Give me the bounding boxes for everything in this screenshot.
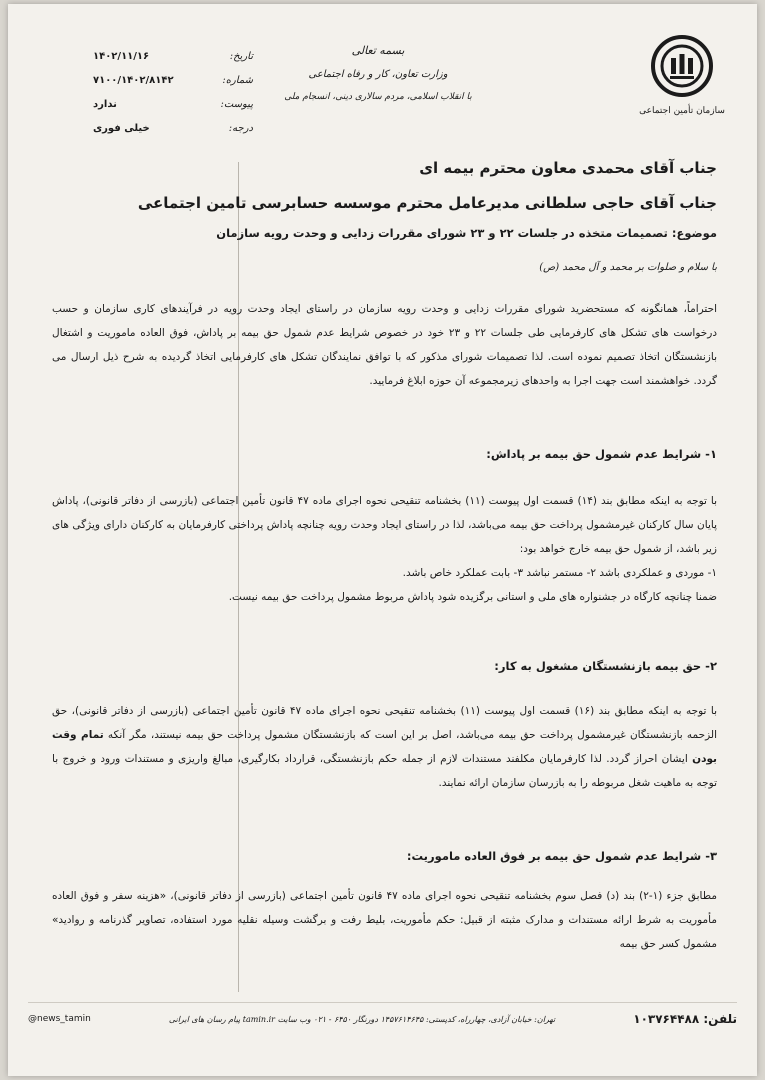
meta-number: شماره: ۷۱۰۰/۱۴۰۲/۸۱۴۲ — [93, 74, 253, 86]
section-1-body — [52, 489, 717, 609]
letter-page — [8, 4, 757, 1076]
section-1-paragraph: با توجه به اینکه مطابق بند (۱۴) قسمت اول پیوست (۱۱) بخشنامه تنقیحی نحوه اجرای ماده ۴۷ قانون تأمین اجتماعی (بازرسی از دفاتر قانونی)، پاداش پایان سال کارکنان غیرمشمول پرداخت حق بیمه می‌باشد، لذا در راستای ایجاد وحدت رویه چنانچه پاداش پرداختی کارفرمایان به کارکنان دارای ویژگی های زیر باشد، از شمول حق بیمه خارج خواهد بود: — [52, 495, 718, 555]
org-logo-block — [637, 34, 727, 116]
section-2-title: ۲- حق بیمه بازنشستگان مشغول به کار: — [494, 659, 717, 673]
meta-date: تاریخ: ۱۴۰۲/۱۱/۱۶ — [93, 50, 253, 62]
addressee-2: جناب آقای حاجی سلطانی مدیرعامل محترم موسسه حسابرسی تامین اجتماعی — [137, 194, 717, 212]
footer-social: @news_tamin — [28, 1014, 91, 1024]
section-2-text-b: ایشان احراز گردد. لذا کارفرمایان مکلفند مستندات لازم از جمله حکم بازنشستگی، قرارداد بکارگیری، مبالغ واریزی و مستندات ورود و خروج با توجه به ماهیت شغل مربوطه را به بازرسان سازمان ارائه نمایند. — [52, 753, 717, 789]
letter-meta — [93, 44, 253, 140]
letter-footer — [28, 1002, 737, 1031]
meta-attachment: پیوست: ندارد — [93, 98, 253, 110]
bismillah: بسمه تعالی — [351, 44, 405, 57]
attachment-value: ندارد — [93, 98, 117, 110]
section-2-bold: تمام وقت بودن — [52, 729, 717, 765]
slogan: با انقلاب اسلامی، مردم سالاری دینی، انسجام ملی — [284, 92, 472, 102]
section-1-conditions: ۱- موردی و عملکردی باشد ۲- مستمر نباشد ۳- بابت عملکرد خاص باشد. — [402, 567, 717, 579]
section-3-title: ۳- شرایط عدم شمول حق بیمه بر فوق العاده ماموریت: — [406, 849, 717, 863]
priority-value: خیلی فوری — [93, 122, 150, 134]
addressee-1: جناب آقای محمدی معاون محترم بیمه ای — [419, 159, 717, 177]
section-2-body — [52, 699, 717, 795]
date-value: ۱۴۰۲/۱۱/۱۶ — [93, 50, 150, 62]
subject-line: موضوع: تصمیمات متخذه در جلسات ۲۲ و ۲۳ شورای مقررات زدایی و وحدت رویه سازمان — [216, 226, 717, 240]
footer-address: تهران: خیابان آزادی، چهارراه، کدپستی: ۱۴۵۷۶۱۴۶۴۵ دورنگار ۶۴۵۰ - ۰۲۱ وب سایت tamin.ir پیام رسان های ایرانی — [168, 1014, 556, 1024]
org-name: سازمان تأمین اجتماعی — [639, 106, 725, 116]
letter-head-center — [248, 44, 508, 102]
tamin-logo-icon — [650, 34, 714, 98]
number-value: ۷۱۰۰/۱۴۰۲/۸۱۴۲ — [93, 74, 174, 86]
section-3-paragraph: مطابق جزء (۱-۲) بند (د) فصل سوم بخشنامه تنقیحی نحوه اجرای ماده ۴۷ قانون تأمین اجتماعی (بازرسی از دفاتر قانونی)، «هزینه سفر و فوق العاده مأموریت به شرط ارائه مستندات و مدارک مثبته از قبیل: حکم مأموریت، بلیط رفت و برگشت وسیله نقلیه مورد استفاده، تصاویر گذرنامه و روادید» مشمول کسر حق بیمه — [52, 890, 717, 950]
section-1-note: ضمنا چنانچه کارگاه در جشنواره های ملی و استانی برگزیده شود پاداش مربوط مشمول پرداخت حق بیمه نیست. — [228, 591, 717, 603]
section-1-title: ۱- شرایط عدم شمول حق بیمه بر پاداش: — [486, 447, 717, 461]
section-3-body — [52, 884, 717, 956]
footer-website: tamin.ir پیام رسان های ایرانی — [168, 1014, 276, 1024]
ministry-name: وزارت تعاون، کار و رفاه اجتماعی — [308, 69, 448, 80]
intro-paragraph: احتراماً، همانگونه که مستحضرید شورای مقررات زدایی و وحدت رویه سازمان در راستای ایجاد وحدت رویه در فرآیندهای کاری سازمان و حسب درخواست های تشکل های کارفرمایی طی جلسات ۲۲ و ۲۳ خود در خصوص شرایط عدم شمول حق بیمه بر پاداش، فوق العاده ماموریت و اشتغال بازنشستگان اتخاذ تصمیم نموده است. لذا تصمیمات شورای مذکور که با توافق نمایندگان تشکل های کارفرمایی اتخاذ گردیده به شرح ذیل ارسال می گردد. خواهشمند است جهت اجرا به واحدهای زیرمجموعه آن حوزه ابلاغ فرمایید. — [52, 303, 718, 387]
section-2-text-a: با توجه به اینکه مطابق بند (۱۶) قسمت اول پیوست (۱۱) بخشنامه تنقیحی نحوه اجرای ماده ۴۷ قانون تأمین اجتماعی (بازرسی از دفاتر قانونی)، حق الزحمه بازنشستگان غیرمشمول پرداخت حق بیمه می‌باشد، اصل بر این است که بازنشستگان مشمول پرداخت حق بیمه نیستند، مگر آنکه — [52, 705, 718, 741]
greeting: با سلام و صلوات بر محمد و آل محمد (ص) — [539, 262, 717, 273]
footer-phone: تلفن: ۱۰۳۷۶۴۴۸۸ — [633, 1012, 737, 1026]
meta-priority: درجه: خیلی فوری — [93, 122, 253, 134]
